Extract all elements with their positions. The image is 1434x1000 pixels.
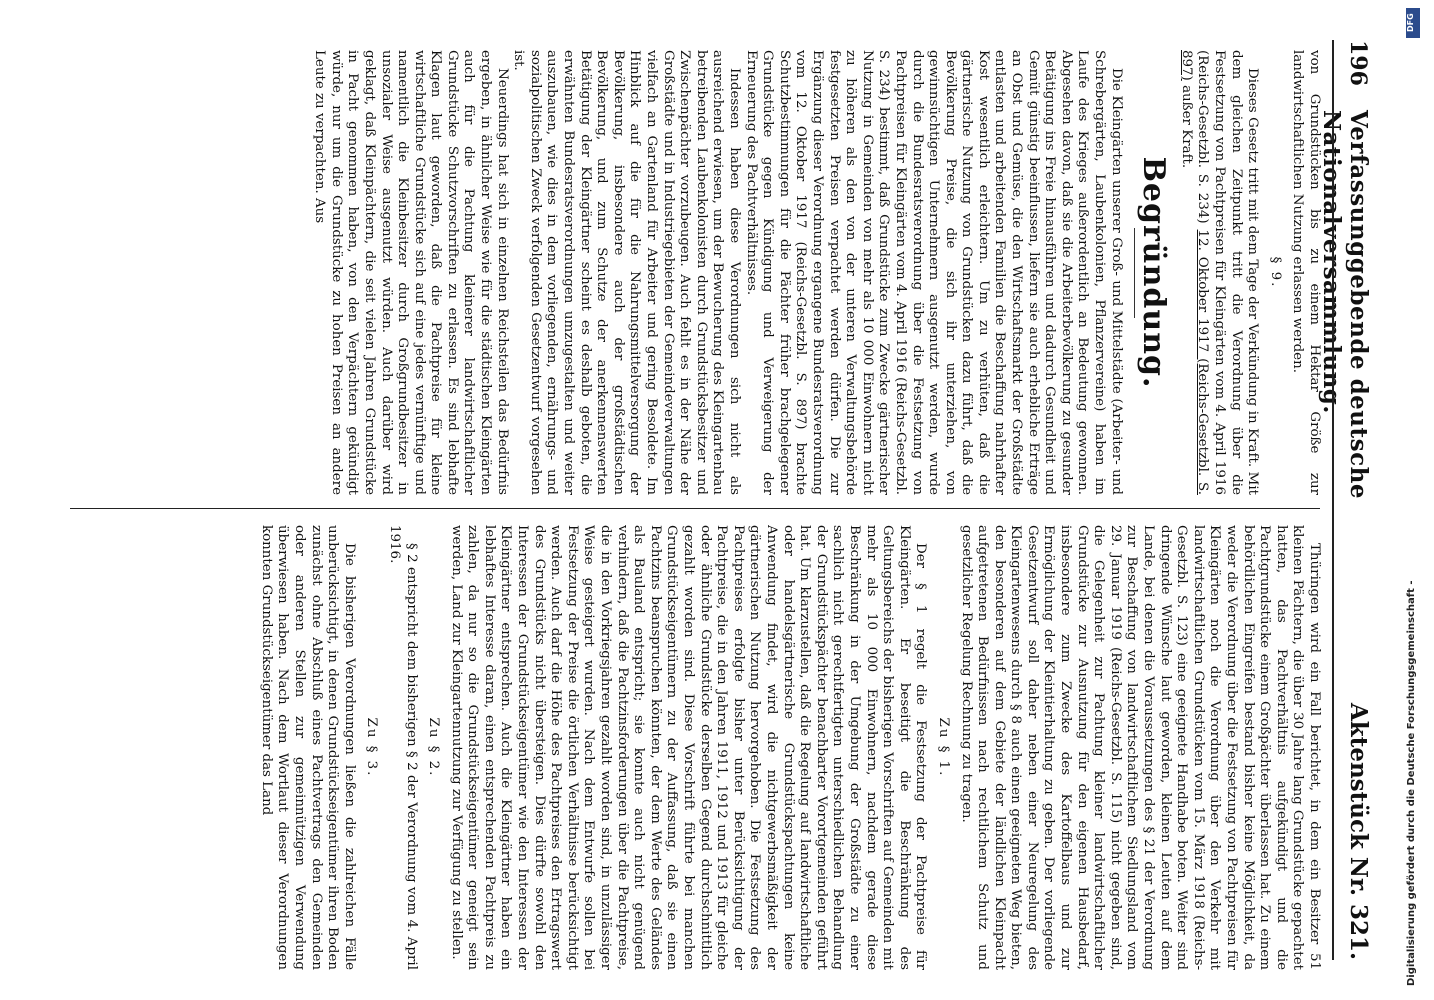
underlined-text: 12. Oktober 1917 (Reichs-Gesetzbl. S. 897): [1178, 50, 1211, 495]
section-heading: Zu § 1.: [935, 717, 951, 778]
dfg-logo: DFG: [1406, 8, 1420, 38]
text: außer Kraft.: [1178, 85, 1194, 169]
page-title: Verfassunggebende deutsche Nationalversammlung.: [1318, 110, 1372, 499]
section-heading: Zu § 3.: [364, 717, 380, 778]
text: Dieses Gesetz tritt mit dem Tage der Verkündung in Kraft. Mit dem gleichen Zeitpunkt tritt die Verordnung über die Festsetzung von Pachtpreisen für Kleingärten vom 4. April 1916 (Reichs-Gesetzbl. S. 234): [1195, 50, 1261, 495]
digitization-credit: [1406, 46, 1417, 986]
paragraph: Thüringen wird ein Fall berichtet, in dem ein Besitzer 51 kleinen Pächtern, die über 30 Jahre lang Grundstücke gepachtet hatten, das Pachtverhältnis aufgekündigt und die Pachtgrundstücke einem Großpächter überlassen hat. Zu einem behördlichen Eingreifen bestand bisher keine Möglichkeit, da weder die Verordnung über die Festsetzung von Pachtpreisen für Kleingärten noch die Verordnung über den Verkehr mit landwirtschaftlichen Grundstücken vom 15. März 1918 (Reichs-Gesetzbl. S. 123) eine geeignete Handhabe boten. Weiter sind dringende Wünsche laut geworden, kleinen Leuten auf dem Lande, bei denen die Voraussetzungen des § 21 der Verordnung zur Beschaffung von landwirtschaftlichem Siedlungsland vom 29. Januar 1919 (Reichs-Gesetzbl. S. 115) nicht gegeben sind, die Gelegenheit zur Pachtung kleiner landwirtschaftlicher Grundstücke zur Ausnutzung für den eigenen Hausbedarf, insbesondere zum Zwecke des Kartoffelbaus und zur Ermöglichung der Kleintierhaltung zu geben. Der vorliegende Gesetzentwurf soll daher neben einer Neuregelung des Kleingartenwesens durch § 8 auch einen geeigneten Weg bieten, den besonderen auf dem Gebiete der ländlichen Kleinpacht aufgetretenen Bedürfnissen nach rechtlichem Schutz und gesetzlicher Regelung Rechnung zu tragen.: [958, 525, 1322, 970]
scan-credit-sidebar: [1392, 0, 1434, 1000]
paragraph: Neuerdings hat sich in einzelnen Reichsteilen das Bedürfnis ergeben, in ähnlicher Weise wie für die städtischen Kleingärten auch für die Pachtung kleinerer landwirtschaftlicher Grundstücke Schutzvorschriften zu erlassen. Es sind lebhafte Klagen laut geworden, daß die Pachtpreise für kleine wirtschaftliche Grundstücke sich auf eine jedes vernünftige und namentlich die Kleinbesitzer durch Großgrundbesitzer in unsozialer Weise ausgenutzt würden. Auch darüber wird geklagt, daß Kleinpächtern, die seit vielen Jahren Grundstücke in Pacht genommen haben, von den Verpächtern gekündigt würde, nur um die Grundstücke zu hohen Preisen an andere Leute zu verpachten. Aus: [312, 50, 510, 495]
paragraph: von Grundstücken bis zu einem Hektar Größe zur landwirtschaftlichen Nutzung erlassen werden.: [1290, 50, 1322, 495]
section-heading: § 9.: [1267, 256, 1283, 289]
right-column: [62, 525, 1322, 970]
paragraph: Der § 1 regelt die Festsetzung der Pachtpreise für Kleingärten. Er beseitigt die Beschränkung des Geltungsbereichs der bisherigen Vorschriften auf Gemeinden mit mehr als 10 000 Einwohnern, nachdem gerade diese Beschränkung in der Umgebung der Großstädte zu einer sachlich nicht gerechtfertigten unterschiedlichen Behandlung der Grundstückspächter benachbarter Vorortgemeinden geführt hat. Um klarzustellen, daß die Regelung auf landwirtschaftliche oder handelsgärtnerische Grundstückspachtungen keine Anwendung findet, wird die nichtgewerbsmäßigkeit der gärtnerischen Nutzung hervorgehoben. Die Festsetzung des Pachtpreises erfolgte bisher unter Berücksichtigung der Pachtpreise, die in den Jahren 1911, 1912 und 1913 für gleiche oder ähnliche Grundstücke derselben Gegend durchschnittlich gezahlt worden sind. Diese Vorschrift führte bei manchen Grundstückseigentümern zu der Auffassung, daß sie einen Pachtzins beanspruchen könnten, der dem Werte des Geländes als Bauland entspricht; sie konnte auch nicht genügend verhindern, daß die Pachtzinsforderungen über die Pachtpreise, die in den Vorkriegsjahren gezahlt worden sind, in unzulässiger Weise gesteigert wurden. Nach dem Entwurfe sollen bei Festsetzung der Preise die örtlichen Verhältnisse berücksichtigt werden. Auch darf die Höhe des Pachtpreises den Ertragswert des Grundstücks nicht übersteigen. Dies dürfte sowohl den Interessen der Grundstückseigentümer wie den Interessen der Kleingärtner entsprechen. Auch die Kleingärtner haben ein lebhaftes Interesse daran, einen entsprechenden Pachtpreis zu zahlen, da nur so die Grundstückseigentümer geneigt sein werden, Land zur Kleingartennutzung zur Verfügung zu stellen.: [448, 525, 929, 970]
column-divider: [70, 508, 1320, 509]
page-number: 196: [1345, 40, 1371, 86]
section-title: Begründung.: [1136, 156, 1172, 389]
credit-text: Digitalisierung gefördert durch die Deutsche Forschungsgemeinschaft -: [1406, 580, 1417, 986]
paragraph: Die bisherigen Verordnungen ließen die zahlreichen Fälle unberücksichtigt, in denen Grundstückseigentümer ihren Boden zunächst ohne Abschluß eines Pachtvertrags den Gemeinden oder anderen Stellen zur gemeinnützigen Verwendung überwiesen haben. Nach dem Wortlaut dieser Verordnungen konnten Grundstückseigentümer das Land: [258, 525, 357, 970]
document-number: Aktenstück Nr. 321.: [1345, 702, 1372, 960]
section-heading: Zu § 2.: [426, 717, 442, 778]
paragraph: Indessen haben diese Verordnungen sich nicht als ausreichend erwiesen, um der Bewucherung des Kleingartenbau betreibenden Laubenkolonisten durch Grundstücksbesitzer und Zwischenpächter vorzubeugen. Auch fehlt es in der Nähe der Großstädte und in Industriegebieten der Gemeindeverwaltungen vielfach an Gartenland für Arbeiter und gering Besoldete. Im Hinblick auf die für die Nahrungsmittelversorgung der Bevölkerung, insbesondere auch der großstädtischen Bevölkerung, und zum Schutze der anerkennenswerten Betätigung der Kleingärtner scheint es deshalb geboten, die erwähnten Bundesratsverordnungen umzugestalten und weiter auszubauen, wie dies in dem vorliegenden, ernährungs- und sozialpolitischen Zweck verfolgenden Gesetzentwurf vorgesehen ist.: [511, 50, 742, 495]
page-header: [1318, 40, 1372, 960]
header-rule: [1332, 40, 1334, 960]
paragraph: Die Kleingärten unserer Groß- und Mittelstädte (Arbeiter- und Schrebergärten, Laubenkolonien, Pflanzervereine) haben im Laufe des Krieges außerordentlich an Bedeutung gewonnen. Abgesehen davon, daß sie die Arbeiterbevölkerung zu gesunder Betätigung ins Freie hinausführen und dadurch Gesundheit und Gemüt günstig beeinflussen, liefern sie auch erhebliche Erträge an Obst und Gemüse, die den Wirtschaftsmarkt der Großstädte entlasten und arbeitenden Familien die Beschaffung nahrhafter Kost wesentlich erleichtern. Um zu verhüten, daß die gärtnerische Nutzung von Grundstücken dazu führt, daß die Bevölkerung Preise, die sich ihr unterziehen, von gewinnsüchtigen Unternehmern ausgenutzt werden, wurde durch die Bundesratsverordnung über die Festsetzung von Pachtpreisen für Kleingärten vom 4. April 1916 (Reichs-Gesetzbl. S. 234) bestimmt, daß Grundstücke zum Zwecke gärtnerischer Nutzung in Gemeinden von mehr als 10 000 Einwohnern nicht zu höheren als den von der unteren Verwaltungsbehörde festgesetzten Preisen verpachtet werden dürfen. Die zur Ergänzung dieser Verordnung ergangene Bundesratsverordnung vom 12. Oktober 1917 (Reichs-Gesetzbl. S. 897) brachte Schutzbestimmungen für die Pächter früher brachgelegener Grundstücke gegen Kündigung und Verweigerung der Erneuerung des Pachtverhältnisses.: [743, 50, 1124, 495]
left-column: [62, 50, 1322, 495]
paragraph: [1177, 50, 1260, 495]
paragraph: § 2 entspricht dem bisherigen § 2 der Verordnung vom 4. April 1916.: [386, 525, 419, 970]
short-rule: [1134, 228, 1135, 318]
